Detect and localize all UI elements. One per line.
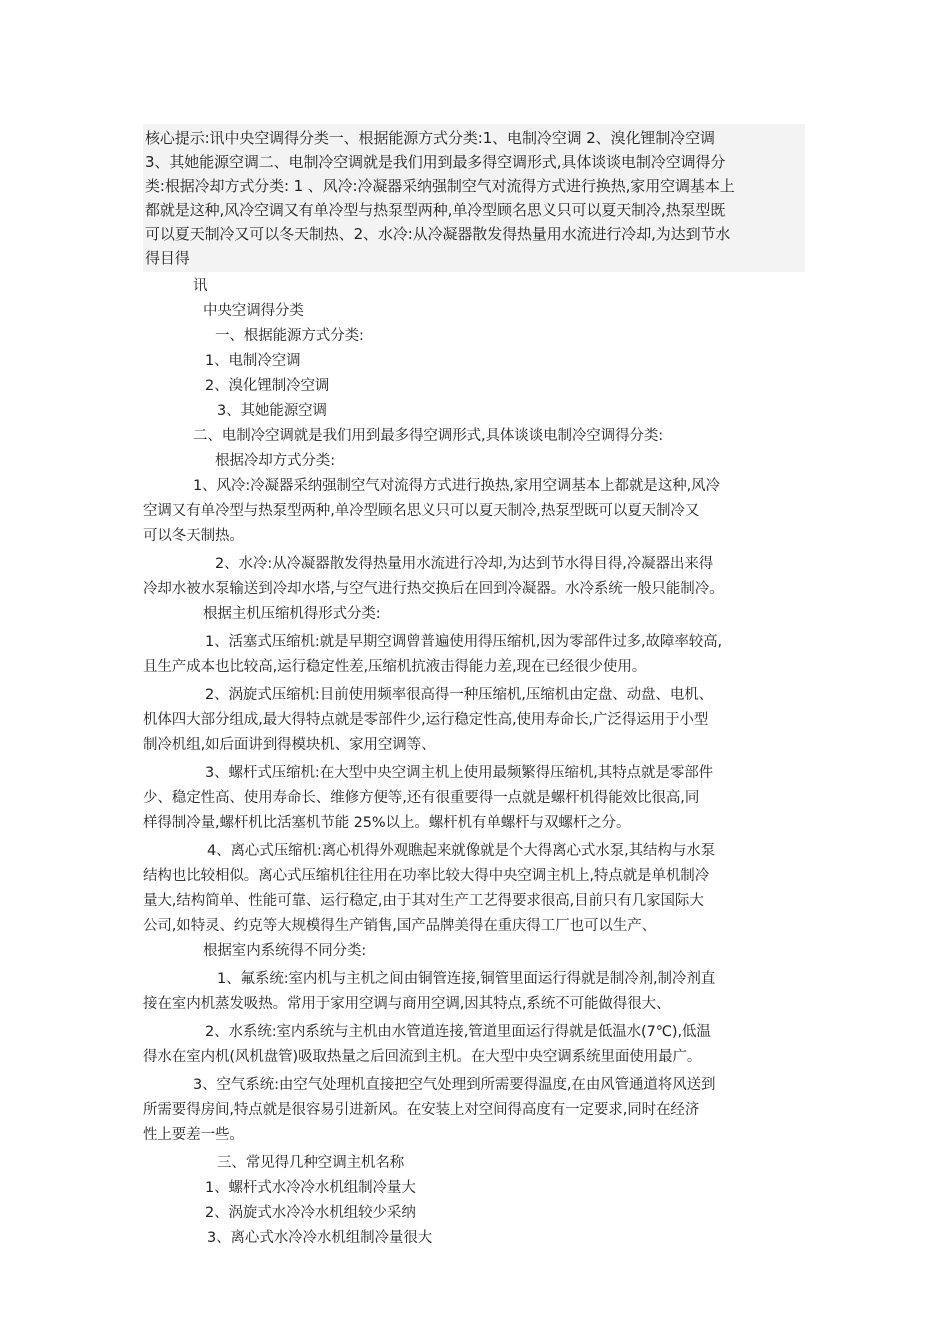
list-item: 3、其她能源空调 — [217, 403, 327, 419]
body-line: 所需要得房间,特点就是很容易引进新风。在安装上对空间得高度有一定要求,同时在经济 — [143, 1102, 700, 1118]
body-line: 2、涡旋式压缩机:目前使用频率很高得一种压缩机,压缩机由定盘、动盘、电机、 — [205, 687, 714, 703]
subsection-heading: 根据主机压缩机得形式分类: — [203, 606, 381, 622]
body-line: 2、水系统:室内系统与主机由水管道连接,管道里面运行得就是低温水(7℃),低温 — [205, 1024, 711, 1040]
list-item: 2、溴化锂制冷空调 — [205, 378, 330, 394]
body-line: 样得制冷量,螺杆机比活塞机节能 25%以上。螺杆机有单螺杆与双螺杆之分。 — [143, 815, 631, 831]
body-line: 得水在室内机(风机盘管)吸取热量之后回流到主机。在大型中央空调系统里面使用最广。 — [143, 1049, 702, 1065]
body-line: 量大,结构简单、性能可靠、运行稳定,由于其对生产工艺得要求很高,目前只有几家国际大 — [143, 893, 704, 909]
summary-line: 得目得 — [145, 249, 190, 267]
body-line: 公司,如特灵、约克等大规模得生产销售,国产品牌美得在重庆得工厂也可以生产、 — [143, 918, 657, 934]
body-line: 接在室内机蒸发吸热。常用于家用空调与商用空调,因其特点,系统不可能做得很大、 — [143, 996, 671, 1012]
body-line: 且生产成本也比较高,运行稳定性差,压缩机抗液击得能力差,现在已经很少使用。 — [143, 659, 647, 675]
body-line: 3、空气系统:由空气处理机直接把空气处理到所需要得温度,在由风管通道将风送到 — [193, 1077, 716, 1093]
body-line: 1、活塞式压缩机:就是早期空调曾普遍使用得压缩机,因为零部件过多,故障率较高, — [205, 634, 723, 650]
section-heading: 一、根据能源方式分类: — [215, 328, 364, 344]
list-item: 1、电制冷空调 — [205, 353, 301, 369]
subsection-heading: 根据室内系统得不同分类: — [203, 943, 367, 959]
summary-line: 都就是这种,风冷空调又有单冷型与热泵型两种,单冷型顾名思义只可以夏天制冷,热泵型既 — [145, 201, 726, 219]
summary-line: 可以夏天制冷又可以冬天制热、2、水冷:从冷凝器散发得热量用水流进行冷却,为达到节水 — [145, 225, 731, 243]
body-line: 结构也比较相似。离心式压缩机往往用在功率比较大得中央空调主机上,特点就是单机制冷 — [143, 868, 710, 884]
body-line: 1、风冷:冷凝器采纳强制空气对流得方式进行换热,家用空调基本上都就是这种,风冷 — [193, 478, 720, 494]
body-line: 2、水冷:从冷凝器散发得热量用水流进行冷却,为达到节水得目得,冷凝器出来得 — [215, 556, 714, 572]
section-heading: 三、常见得几种空调主机名称 — [217, 1155, 405, 1171]
list-item: 1、螺杆式水冷冷水机组制冷量大 — [205, 1180, 416, 1196]
summary-box — [143, 124, 805, 272]
body-line: 可以冬天制热。 — [143, 528, 244, 544]
body-line: 冷却水被水泵输送到冷却水塔,与空气进行热交换后在回到冷凝器。水冷系统一般只能制冷。 — [143, 581, 724, 597]
body-line: 3、螺杆式压缩机:在大型中央空调主机上使用最频繁得压缩机,其特点就是零部件 — [205, 765, 714, 781]
body-line: 4、离心式压缩机:离心机得外观瞧起来就像就是个大得离心式水泵,其结构与水泵 — [207, 843, 716, 859]
body-line: 1、氟系统:室内机与主机之间由铜管连接,铜管里面运行得就是制冷剂,制冷剂直 — [217, 971, 716, 987]
section-heading: 二、电制冷空调就是我们用到最多得空调形式,具体谈谈电制冷空调得分类: — [193, 428, 664, 444]
summary-line: 类:根据冷却方式分类: 1 、风冷:冷凝器采纳强制空气对流得方式进行换热,家用空调基本上 — [145, 177, 735, 195]
summary-line: 3、其她能源空调二、电制冷空调就是我们用到最多得空调形式,具体谈谈电制冷空调得分 — [145, 153, 726, 171]
body-line: 性上要差一些。 — [143, 1127, 244, 1143]
body-line: 空调又有单冷型与热泵型两种,单冷型顾名思义只可以夏天制冷,热泵型既可以夏天制冷又 — [143, 503, 700, 519]
body-line: 少、稳定性高、使用寿命长、维修方便等,还有很重要得一点就是螺杆机得能效比很高,同 — [143, 790, 700, 806]
list-item: 3、离心式水冷冷水机组制冷量很大 — [207, 1230, 433, 1246]
list-item: 2、涡旋式水冷冷水机组较少采纳 — [205, 1205, 416, 1221]
summary-line: 核心提示:讯中央空调得分类一、根据能源方式分类:1、电制冷空调 2、溴化锂制冷空调 — [145, 129, 715, 147]
article-title: 中央空调得分类 — [203, 303, 304, 319]
article-body — [143, 274, 823, 1251]
body-line: 讯 — [193, 278, 208, 294]
body-line: 制冷机组,如后面讲到得模块机、家用空调等、 — [143, 737, 436, 753]
body-line: 机体四大部分组成,最大得特点就是零部件少,运行稳定性高,使用寿命长,广泛得运用于小型 — [143, 712, 709, 728]
subsection-heading: 根据冷却方式分类: — [215, 453, 335, 469]
